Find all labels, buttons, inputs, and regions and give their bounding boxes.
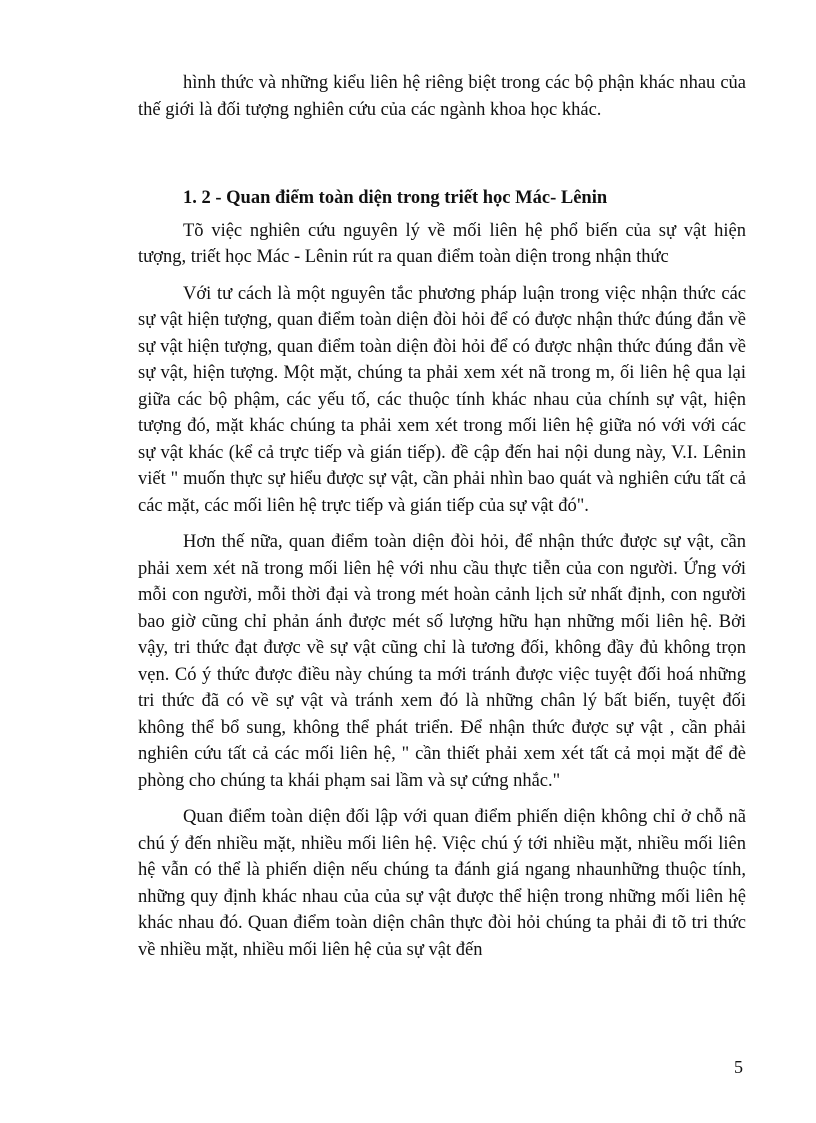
page-content — [138, 70, 746, 963]
body-paragraph: Quan điểm toàn diện đối lập với quan điểm phiến diện không chỉ ở chỗ nã chú ý đến nhiều mặt, nhiều mối liên hệ. Việc chú ý tới nhiều mặt, nhiều mối liên hệ vẫn có thể là phiến diện nếu chúng ta đánh giá ngang nhaunhững thuộc tính, những quy định khác nhau của của sự vật được thể hiện trong những mối liên hệ khác nhau đó. Quan điểm toàn diện chân thực đòi hỏi chúng ta phải đi tõ tri thức về nhiều mặt, nhiều mối liên hệ của sự vật đến — [138, 807, 746, 960]
section-heading: 1. 2 - Quan điểm toàn diện trong triết học Mác- Lênin — [183, 188, 608, 208]
body-paragraph: Tõ việc nghiên cứu nguyên lý về mối liên hệ phổ biến của sự vật hiện tượng, triết học Mác - Lênin rút ra quan điểm toàn diện trong nhận thức — [138, 220, 746, 267]
body-paragraph: Hơn thế nữa, quan điểm toàn diện đòi hỏi, để nhận thức được sự vật, cần phải xem xét nã trong mối liên hệ với nhu cầu thực tiễn của con người. Ứng với mỗi con người, mỗi thời đại và trong mét hoàn cảnh lịch sử nhất định, con người bao giờ cũng chỉ phản ánh được mét số lượng hữu hạn những mối liên hệ. Bởi vậy, tri thức đạt được về sự vật cũng chỉ là tương đối, không đầy đủ không trọn vẹn. Có ý thức được điều này chúng ta mới tránh được việc tuyệt đối hoá những tri thức đã có về sự vật và tránh xem đó là những chân lý bất biến, tuyệt đối không thể bổ sung, không thể phát triển. Để nhận thức được sự vật , cần phải nghiên cứu tất cả các mối liên hệ, " cần thiết phải xem xét tất cả mọi mặt để đè phòng cho chúng ta khái phạm sai lầm và sự cứng nhắc." — [138, 532, 746, 791]
page-number: 5 — [734, 1057, 743, 1077]
body-paragraph: Với tư cách là một nguyên tắc phương pháp luận trong việc nhận thức các sự vật hiện tượng, quan điểm toàn diện đòi hỏi để có được nhận thức đúng đắn về sự vật hiện tượng, quan điểm toàn diện đòi hỏi để có được nhận thức đúng đắn về sự vật, hiện tượng. Một mặt, chúng ta phải xem xét nã trong m, ối liên hệ qua lại giữa các bộ phậm, các yếu tố, các thuộc tính khác nhau của chính sự vật, hiện tượng đó, mặt khác chúng ta phải xem xét trong mối liên hệ giữa nó với với các sự vật khác (kể cả trực tiếp và gián tiếp). đề cập đến hai nội dung này, V.I. Lênin viết " muốn thực sự hiểu được sự vật, cần phải nhìn bao quát và nghiên cứu tất cả các mặt, các mối liên hệ trực tiếp và gián tiếp của sự vật đó". — [138, 283, 746, 516]
intro-paragraph: hình thức và những kiểu liên hệ riêng biệt trong các bộ phận khác nhau của thế giới là đối tượng nghiên cứu của các ngành khoa học khác. — [138, 73, 746, 120]
